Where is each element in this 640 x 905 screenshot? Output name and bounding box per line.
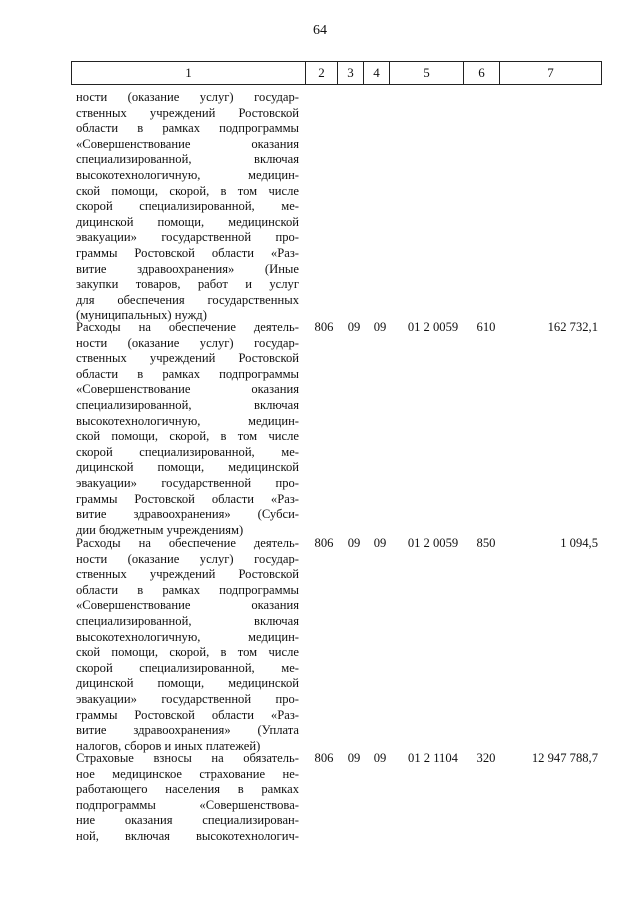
description-line: эвакуации» государственной про- <box>76 475 299 490</box>
description-line: граммы Ростовской области «Раз- <box>76 245 299 260</box>
cell-column-4: 09 <box>373 751 387 765</box>
cell-column-3: 09 <box>347 751 361 765</box>
cell-column-6: 610 <box>476 320 496 334</box>
description-line: граммы Ростовской области «Раз- <box>76 491 299 506</box>
description-line: «Совершенствование оказания <box>76 382 299 397</box>
description-line: ности (оказание услуг) государ- <box>76 90 299 104</box>
column-header-1: 1 <box>72 62 306 85</box>
description-line: скорой специализированной, ме- <box>76 660 299 675</box>
description-line: скорой специализированной, ме- <box>76 199 299 214</box>
row-description <box>76 536 299 754</box>
cell-column-3: 09 <box>347 320 361 334</box>
description-line: ской помощи, скорой, в том числе <box>76 645 299 660</box>
description-line: дицинской помощи, медицинской <box>76 460 299 475</box>
cell-column-4: 09 <box>373 320 387 334</box>
description-line: подпрограммы «Совершенствова- <box>76 797 299 812</box>
row-description <box>76 90 299 324</box>
description-line: высокотехнологичную, медицин- <box>76 167 299 182</box>
description-line: высокотехнологичную, медицин- <box>76 629 299 644</box>
description-line: эвакуации» государственной про- <box>76 230 299 245</box>
description-line: специализированной, включая <box>76 613 299 628</box>
cell-column-2: 806 <box>314 751 334 765</box>
description-line: ской помощи, скорой, в том числе <box>76 183 299 198</box>
description-line: ности (оказание услуг) государ- <box>76 551 299 566</box>
description-line: граммы Ростовской области «Раз- <box>76 707 299 722</box>
description-line: Расходы на обеспечение деятель- <box>76 536 299 550</box>
description-line: ственных учреждений Ростовской <box>76 105 299 120</box>
description-line: дицинской помощи, медицинской <box>76 676 299 691</box>
description-line: витие здравоохранения» (Субси- <box>76 507 299 522</box>
description-line: дии бюджетным учреждениям) <box>76 522 244 537</box>
description-line: области в рамках подпрограммы <box>76 121 299 136</box>
page-number: 64 <box>313 23 327 38</box>
column-header-row <box>72 62 602 85</box>
cell-column-5: 01 2 1104 <box>408 751 458 765</box>
description-line: ное медицинское страхование не- <box>76 766 299 781</box>
cell-column-3: 09 <box>347 536 361 550</box>
row-description <box>76 751 299 845</box>
cell-column-6: 320 <box>476 751 496 765</box>
cell-column-7: 162 732,1 <box>547 320 598 334</box>
description-line: дицинской помощи, медицинской <box>76 214 299 229</box>
column-header-7: 7 <box>500 62 602 85</box>
description-line: специализированной, включая <box>76 397 299 412</box>
description-line: Расходы на обеспечение деятель- <box>76 320 299 334</box>
description-line: закупки товаров, работ и услуг <box>76 277 299 292</box>
description-line: Страховые взносы на обязатель- <box>76 751 299 765</box>
cell-column-4: 09 <box>373 536 387 550</box>
cell-column-2: 806 <box>314 320 334 334</box>
description-line: ной, включая высокотехнологич- <box>76 828 299 843</box>
description-line: ности (оказание услуг) государ- <box>76 335 299 350</box>
description-line: витие здравоохранения» (Иные <box>76 261 299 276</box>
row-description <box>76 320 299 538</box>
description-line: работающего населения в рамках <box>76 782 299 797</box>
description-line: области в рамках подпрограммы <box>76 366 299 381</box>
cell-column-5: 01 2 0059 <box>407 320 459 334</box>
description-line: витие здравоохранения» (Уплата <box>76 723 299 738</box>
description-line: области в рамках подпрограммы <box>76 582 299 597</box>
column-header-table <box>71 61 602 85</box>
description-line: «Совершенствование оказания <box>76 598 299 613</box>
column-header-3: 3 <box>338 62 364 85</box>
description-line: налогов, сборов и иных платежей) <box>76 738 261 753</box>
description-line: ской помощи, скорой, в том числе <box>76 429 299 444</box>
description-line: ние оказания специализирован- <box>76 813 299 828</box>
description-line: «Совершенствование оказания <box>76 136 299 151</box>
cell-column-6: 850 <box>476 536 496 550</box>
description-line: эвакуации» государственной про- <box>76 691 299 706</box>
column-header-4: 4 <box>364 62 390 85</box>
cell-column-7: 1 094,5 <box>560 536 598 550</box>
column-header-5: 5 <box>390 62 464 85</box>
description-line: специализированной, включая <box>76 152 299 167</box>
description-line: скорой специализированной, ме- <box>76 444 299 459</box>
description-line: высокотехнологичную, медицин- <box>76 413 299 428</box>
column-header-2: 2 <box>306 62 338 85</box>
cell-column-2: 806 <box>314 536 334 550</box>
cell-column-5: 01 2 0059 <box>407 536 459 550</box>
description-line: ственных учреждений Ростовской <box>76 567 299 582</box>
description-line: для обеспечения государственных <box>76 292 299 307</box>
cell-column-7: 12 947 788,7 <box>531 751 598 765</box>
description-line: ственных учреждений Ростовской <box>76 351 299 366</box>
column-header-6: 6 <box>464 62 500 85</box>
description-line: (муниципальных) нужд) <box>76 308 207 323</box>
